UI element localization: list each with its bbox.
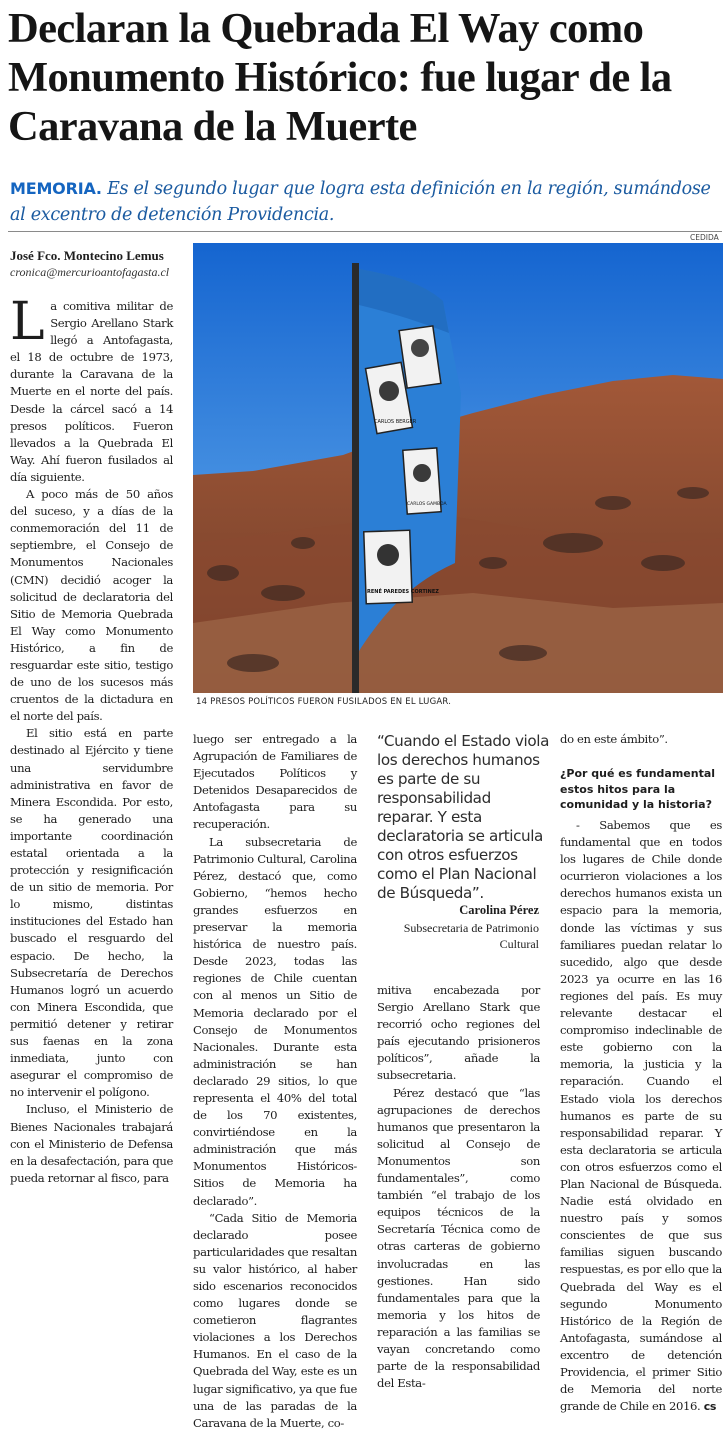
col1-paragraph-4: Incluso, el Ministerio de Bienes Nacionales trabajará con el Ministerio de Defensa en la desafectación, para que pueda retornar al fisco, para <box>10 1102 173 1185</box>
col4-paragraph-1: do en este ámbito”. <box>560 732 668 746</box>
interview-question: ¿Por qué es fundamental estos hitos para la comunidad y la historia? <box>560 767 716 811</box>
col2-paragraph-2: La subsecretaria de Patrimonio Cultural, Carolina Pérez, destacó que, como Gobierno, “hemos hecho grandes esfuerzos en preservar la memoria histórica de nuestro país. Desde 2023, todas las regiones de Chile cuentan con al menos un Sitio de Memoria declarado por el Consejo de Monumentos Nacionales. Durante esta administración se han declarado 29 sitios, lo que representa el 40% del total de los 70 existentes, convirtiéndose en la administración que más Monumentos Históricos-Sitios de Memoria ha declarado”. <box>193 834 357 1208</box>
col1-paragraph-2: A poco más de 50 años del suceso, y a días de la conmemoración del 11 de septiembre, el Consejo de Monumentos Nacionales (CMN) decidió acoger la solicitud de declaratoria del Sitio de Memoria Quebrada El Way como Monumento Histórico, a fin de resguardar este sitio, testigo de uno de los sucesos más cruentos de la dictadura en el norte del país. <box>10 487 173 724</box>
portrait-name-1: CARLOS BERGER <box>374 419 417 425</box>
end-mark: cs <box>703 1400 717 1414</box>
photo-credit: CEDIDA <box>690 233 719 242</box>
deck <box>10 176 722 228</box>
interview-answer <box>560 817 722 1415</box>
pull-quote: “Cuando el Estado viola los derechos humanos es parte de su responsabilidad reparar. Y esta declaratoria se articula con otros esfuerzos como el Plan Nacional de Búsqueda”. <box>377 732 549 902</box>
column-4-intro <box>560 731 722 748</box>
col3-paragraph-1: mitiva encabezada por Sergio Arellano Stark que recorrió ocho regiones del país ejecutando prisioneros políticos”, añade la subsecretaria. <box>377 983 540 1083</box>
photo-caption: 14 PRESOS POLÍTICOS FUERON FUSILADOS EN EL LUGAR. <box>196 697 452 707</box>
headline: Declaran la Quebrada El Way como Monumento Histórico: fue lugar de la Caravana de la Muerte <box>8 5 672 150</box>
photo-illustration <box>193 243 723 693</box>
column-2 <box>193 731 357 1432</box>
column-1 <box>10 292 173 1187</box>
col3-paragraph-2: Pérez destacó que “las agrupaciones de derechos humanos que presentaron la solicitud al Consejo de Monumentos son fundamentales”, como también “el trabajo de los equipos técnicos de la Secretaría Técnica como de otras carteras de gobierno involucradas en las gestiones. Han sido fundamentales para que la memoria y los hitos de reparación a las familias se vayan concretando como parte de la responsabilidad del Esta- <box>377 1085 540 1391</box>
deck-text: Es el segundo lugar que logra esta definición en la región, sumándose al excentro de detención Providencia. <box>10 179 711 225</box>
col1-paragraph-1: a comitiva militar de Sergio Arellano Stark llegó a Antofagasta, el 18 de octubre de 1973, durante la Caravana de la Muerte en el norte del país. Desde la cárcel sacó a 14 presos políticos. Fueron llevados a la Quebrada El Way. Ahí fueron fusilados al día siguiente. <box>10 299 173 484</box>
article-photo <box>193 243 723 693</box>
deck-kicker: MEMORIA. <box>10 179 102 198</box>
col2-paragraph-3: “Cada Sitio de Memoria declarado posee particularidades que resaltan su valor histórico, al haber sido escenarios reconocidos como lugares donde se cometieron flagrantes violaciones a los Derechos Humanos. En el caso de la Quebrada del Way, este es un lugar significativo, ya que fue una de las paradas de la Caravana de la Muerte, co- <box>193 1210 358 1430</box>
flag-pole <box>352 263 359 693</box>
portrait-name-3: RENÉ PAREDES CORTINEZ <box>367 589 439 595</box>
drop-cap: L <box>10 292 45 352</box>
answer-text: - Sabemos que es fundamental que en todos los lugares de Chile donde ocurrieron violaciones a los derechos humanos exista un espacio para la memoria, donde las víctimas y sus familiares puedan relatar lo sucedido, algo que desde 2023 ya ocurre en las 16 regiones del país. Es muy relevante destacar el compromiso indeclinable de este gobierno con la memoria, la justicia y la reparación. Cuando el Estado viola los derechos humanos es parte de su responsabilidad reparar. Y esta declaratoria se articula con otros esfuerzos como el Plan Nacional de Búsqueda. Nadie está olvidado en nuestro país y somos conscientes de que sus familias siguen buscando respuestas, es por ello que la Quebrada del Way es el segundo Monumento Histórico de la Región de Antofagasta, sumándose al excentro de detención Providencia, el primer Sitio de Memoria del norte grande de Chile en 2016. <box>560 818 722 1414</box>
pull-quote-role: Subsecretaria de Patrimonio Cultural <box>403 921 539 951</box>
portrait-name-2: CARLOS GAMBOA <box>407 502 447 507</box>
column-3 <box>377 982 540 1392</box>
pull-quote-name: Carolina Pérez <box>459 903 539 917</box>
col1-paragraph-3: El sitio está en parte destinado al Ejército y tiene una servidumbre administrativa en favor de Minera Escondida. Por esto, se ha generado una importante coordinación estatal orientada a la protección y resignificación de un sitio de memoria. Por lo mismo, distintas instituciones del Estado han buscado el resguardo del espacio. De hecho, la Subsecretaría de Derechos Humanos logró un acuerdo con Minera Escondida, que permitió detener y retirar sus faenas en la zona inmediata, junto con asegurar el compromiso de no intervenir el polígono. <box>10 726 173 1100</box>
author-email[interactable]: cronica@mercurioantofagasta.cl <box>10 265 170 279</box>
header-rule <box>8 231 722 232</box>
column-4 <box>560 817 722 1415</box>
col2-paragraph-1: luego ser entregado a la Agrupación de Familiares de Ejecutados Políticos y Detenidos Desaparecidos de Antofagasta para su recuperación. <box>193 732 357 832</box>
author-name: José Fco. Montecino Lemus <box>10 248 164 263</box>
